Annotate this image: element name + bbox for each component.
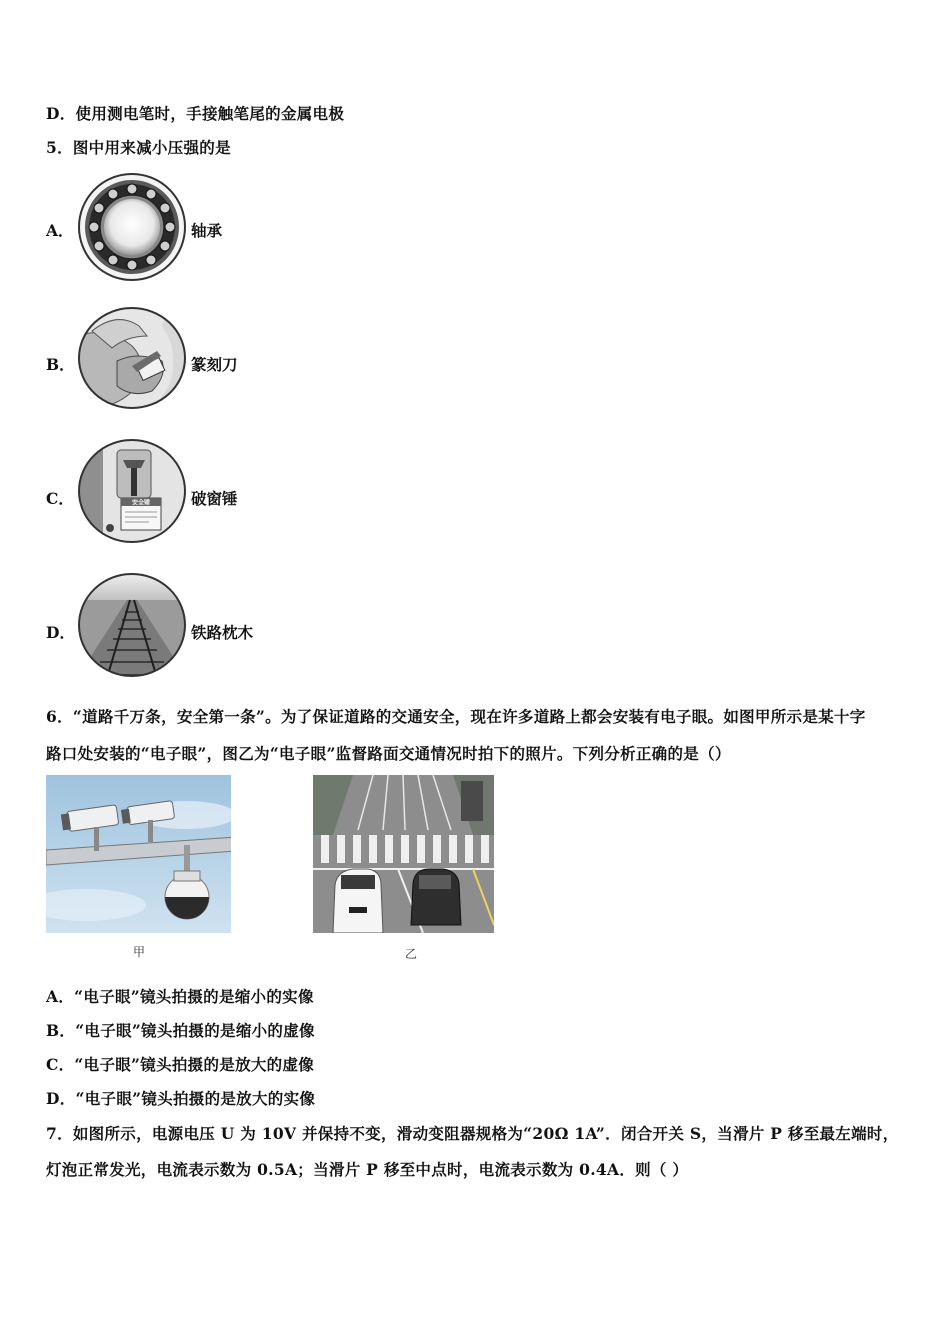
window-breaker-hammer-image <box>77 438 187 544</box>
road-traffic-photo <box>313 775 494 933</box>
q7-stem-line2: 灯泡正常发光，电流表示数为 0.5A；当滑片 P 移至中点时，电流表示数为 0.4A．则（ ） <box>46 1160 689 1179</box>
q6-option-b: B．“电子眼”镜头拍摄的是缩小的虚像 <box>46 1021 315 1040</box>
railway-sleepers-image <box>77 572 187 678</box>
q6-option-d: D．“电子眼”镜头拍摄的是放大的实像 <box>46 1089 316 1108</box>
q5-option-a-letter: A． <box>46 221 74 240</box>
q5-option-c-letter: C． <box>46 489 74 508</box>
q5-option-d-letter: D． <box>46 623 75 642</box>
bearing-image <box>77 172 187 282</box>
q6-stem-line1: 6．“道路千万条，安全第一条”。为了保证道路的交通安全，现在许多道路上都会安装有电子眼。如图甲所示是某十字 <box>46 707 866 726</box>
carving-knife-image <box>77 306 187 410</box>
hammer-sign-text: 安全锤 <box>131 499 151 507</box>
q6-option-a: A．“电子眼”镜头拍摄的是缩小的实像 <box>46 987 314 1006</box>
traffic-camera-photo <box>46 775 231 933</box>
q7-stem-line1: 7．如图所示，电源电压 U 为 10V 并保持不变，滑动变阻器规格为“20Ω 1A”．闭合开关 S，当滑片 P 移至最左端时， <box>46 1124 899 1143</box>
figure-caption-jia: 甲 <box>133 945 146 959</box>
figure-caption-yi: 乙 <box>405 947 418 961</box>
q5-stem: 5．图中用来减小压强的是 <box>46 138 231 157</box>
q5-option-b-letter: B． <box>46 355 75 374</box>
q6-option-c: C．“电子眼”镜头拍摄的是放大的虚像 <box>46 1055 315 1074</box>
q6-stem-line2: 路口处安装的“电子眼”，图乙为“电子眼”监督路面交通情况时拍下的照片。下列分析正确的是（） <box>46 744 731 763</box>
q5-option-d-label: 铁路枕木 <box>191 623 254 642</box>
q5-option-b-label: 篆刻刀 <box>191 355 238 374</box>
q4-option-d: D．使用测电笔时，手接触笔尾的金属电极 <box>46 104 345 123</box>
q5-option-a-label: 轴承 <box>191 221 223 240</box>
q5-option-c-label: 破窗锤 <box>191 489 238 508</box>
